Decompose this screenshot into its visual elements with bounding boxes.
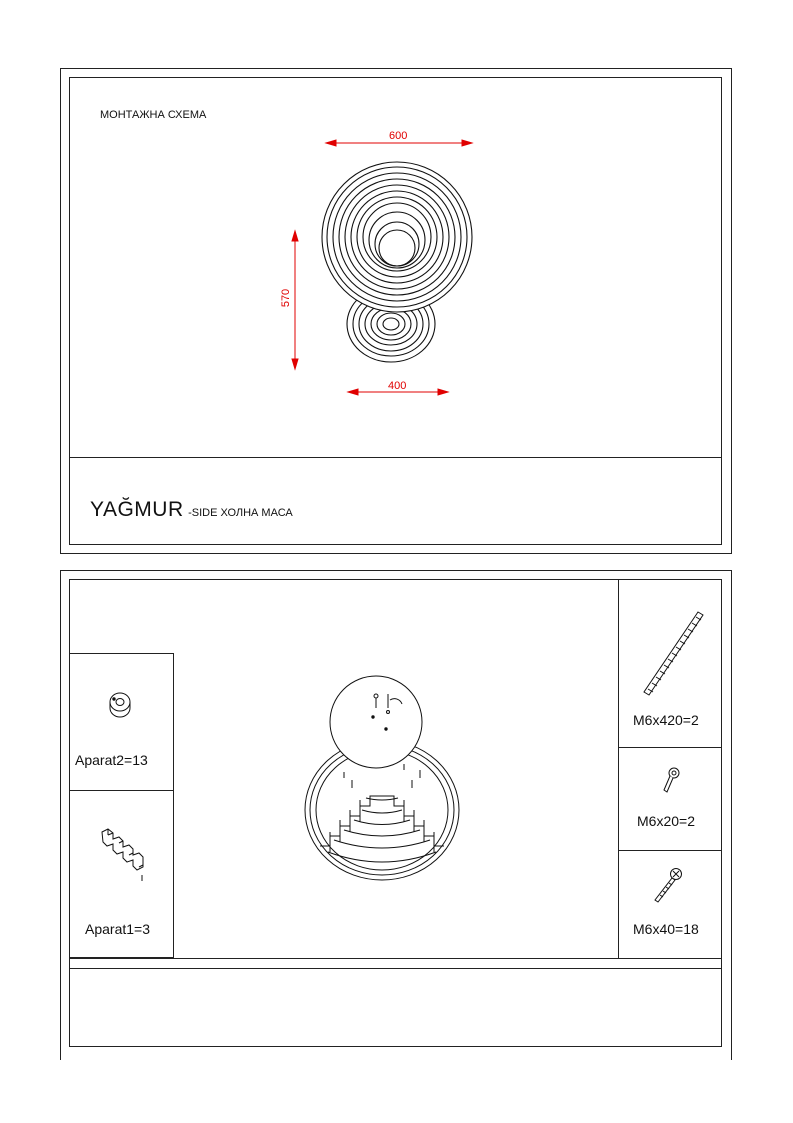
dimension-base-width: 400: [388, 380, 407, 392]
m6x40-bolt-icon: [648, 866, 688, 906]
m6x420-label: M6x420=2: [633, 712, 699, 728]
aparat1-icon: [98, 826, 148, 892]
product-subtitle: -SIDE ХОЛНА МАСА: [188, 507, 293, 519]
product-title: [90, 498, 293, 522]
m6x420-rod-icon: [640, 608, 710, 698]
dimension-height: 570: [280, 288, 293, 308]
m6x20-screw-icon: [658, 766, 684, 796]
parts-right-border: [618, 579, 619, 958]
parts-right-divider-1: [618, 747, 722, 748]
parts-right-divider-2: [618, 850, 722, 851]
aparat1-label: Aparat1=3: [85, 921, 150, 937]
product-name: YAĞMUR: [90, 498, 184, 521]
sheet2-bottom-divider-2: [69, 968, 722, 969]
aparat2-icon: [105, 690, 135, 720]
exploded-assembly-drawing: [300, 670, 470, 890]
sheet2-bottom-divider-1: [69, 958, 722, 959]
m6x40-label: M6x40=18: [633, 921, 699, 937]
assembly-heading: МОНТАЖНА СХЕМА: [100, 109, 207, 121]
m6x20-label: M6x20=2: [637, 813, 695, 829]
parts-left-divider: [69, 790, 174, 791]
aparat2-label: Aparat2=13: [75, 752, 148, 768]
assembly-top-view-drawing: [0, 0, 793, 560]
dimension-top-width: 600: [389, 130, 408, 142]
